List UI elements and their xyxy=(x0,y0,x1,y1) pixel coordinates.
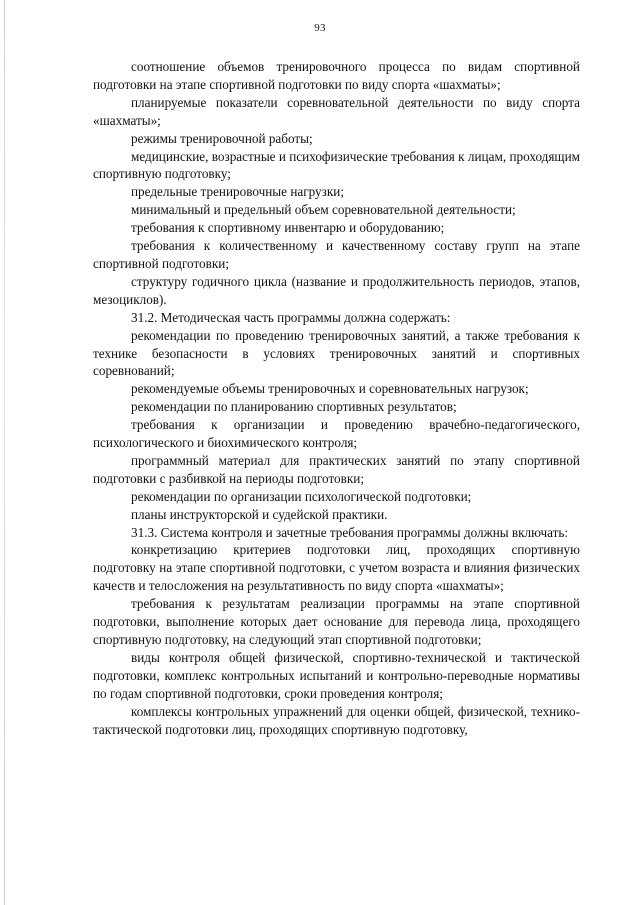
paragraph: планируемые показатели соревновательной деятельности по виду спорта «шахматы»; xyxy=(93,94,580,128)
paragraph: комплексы контрольных упражнений для оценки общей, физической, технико-тактической подготовки лиц, проходящих спортивную подготовку, xyxy=(93,703,580,737)
paragraph: структуру годичного цикла (название и продолжительность периодов, этапов, мезоциклов). xyxy=(93,273,580,307)
paragraph: требования к спортивному инвентарю и оборудованию; xyxy=(131,220,445,236)
paragraph: требования к результатам реализации программы на этапе спортивной подготовки, выполнение которых дает основание для перевода лица, проходящего спортивную подготовку, на следующий этап спортивной подготовки; xyxy=(93,596,580,647)
paragraph: рекомендации по проведению тренировочных занятий, а также требования к технике безопасности в условиях тренировочных занятий и спортивных соревнований; xyxy=(93,327,580,379)
paragraph: рекомендации по организации психологической подготовки; xyxy=(131,488,472,504)
paragraph: требования к организации и проведению врачебно-педагогического, психологического и биохимического контроля; xyxy=(93,417,580,451)
paragraph: планы инструкторской и судейской практики. xyxy=(131,506,388,522)
paragraph: программный материал для практических занятий по этапу спортивной подготовки с разбивкой на периоды подготовки; xyxy=(93,452,580,486)
document-body xyxy=(93,58,580,738)
page-number: 93 xyxy=(314,22,326,34)
section-heading-31-3: 31.3. Система контроля и зачетные требования программы должны включать: xyxy=(131,524,569,540)
paragraph: предельные тренировочные нагрузки; xyxy=(131,184,344,200)
section-heading-31-2: 31.2. Методическая часть программы должна содержать: xyxy=(131,309,451,325)
paragraph: конкретизацию критериев подготовки лиц, проходящих спортивную подготовку на этапе спортивной подготовки, с учетом возраста и влияния физических качеств и телосложения на результативность по виду спорта «шахматы»; xyxy=(93,542,580,594)
scan-edge-line xyxy=(4,0,5,905)
paragraph: рекомендации по планированию спортивных результатов; xyxy=(131,399,457,415)
paragraph: медицинские, возрастные и психофизические требования к лицам, проходящим спортивную подготовку; xyxy=(93,148,580,182)
paragraph: минимальный и предельный объем соревновательной деятельности; xyxy=(131,202,516,218)
paragraph: виды контроля общей физической, спортивно-технической и тактической подготовки, комплекс контрольных испытаний и контрольно-переводные нормативы по годам спортивной подготовки, сроки проведения контроля; xyxy=(93,649,580,701)
paragraph: рекомендуемые объемы тренировочных и соревновательных нагрузок; xyxy=(131,381,529,397)
paragraph: требования к количественному и качественному составу групп на этапе спортивной подготовки; xyxy=(93,238,580,271)
paragraph: соотношение объемов тренировочного процесса по видам спортивной подготовки на этапе спортивной подготовки по виду спорта «шахматы»; xyxy=(93,59,580,92)
paragraph: режимы тренировочной работы; xyxy=(131,130,313,146)
